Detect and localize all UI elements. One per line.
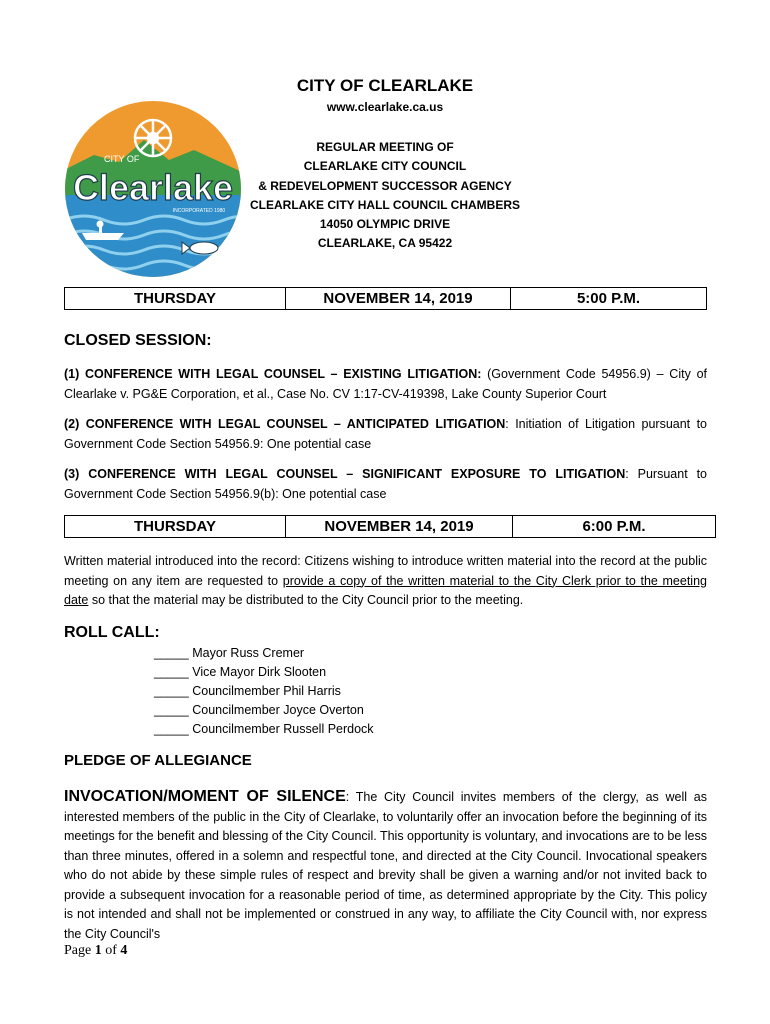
- meeting-info-line: & REDEVELOPMENT SUCCESSOR AGENCY: [258, 178, 512, 193]
- closed-session-item-2: [64, 415, 707, 454]
- invocation-heading: INVOCATION/MOMENT OF SILENCE: [64, 788, 346, 805]
- logo-wheel-icon: [135, 120, 171, 156]
- logo-tag: INCORPORATED 1980: [172, 208, 226, 214]
- item-title: (2) CONFERENCE WITH LEGAL COUNSEL – ANTICIPATED LITIGATION: [64, 417, 506, 431]
- city-logo: [64, 100, 242, 278]
- session-2-day: THURSDAY: [65, 516, 286, 538]
- of-label: of: [101, 943, 121, 958]
- roll-call-member: _____ Mayor Russ Cremer: [154, 646, 305, 660]
- session-2-table: [64, 515, 716, 538]
- roll-call-list: [154, 644, 374, 739]
- page-number: [64, 943, 127, 959]
- current-page: 1: [94, 943, 102, 958]
- meeting-info: [240, 138, 530, 254]
- notice-underlined-text: provide a copy of the written material to the City Clerk prior to the meeting date: [64, 573, 707, 607]
- notice-text: so that the material may be distributed to the City Council prior to the meeting.: [88, 593, 524, 607]
- item-title: (1) CONFERENCE WITH LEGAL COUNSEL – EXISTING LITIGATION:: [64, 367, 482, 381]
- meeting-info-line: CLEARLAKE, CA 95422: [317, 236, 453, 251]
- website-url[interactable]: www.clearlake.ca.us: [326, 100, 444, 114]
- closed-session-item-3: [64, 465, 707, 504]
- invocation-section: [64, 787, 707, 944]
- session-2-time: 6:00 P.M.: [513, 516, 716, 538]
- notice-text: Written material introduced into the record: Citizens wishing to introduce written material into the record at the public meeting on any item are requested to: [64, 554, 707, 588]
- item-text: : Pursuant to Government Code Section 54956.9(b): One potential case: [64, 467, 707, 501]
- roll-call-member: _____ Councilmember Russell Perdock: [154, 722, 374, 736]
- logo-small-text: CITY OF: [104, 154, 140, 164]
- item-text: (Government Code 54956.9) – City of Clearlake v. PG&E Corporation, et al., Case No. CV 1:17-CV-419398, Lake County Superior Court: [64, 367, 707, 401]
- roll-call-member: _____ Councilmember Joyce Overton: [154, 703, 364, 717]
- closed-session-item-1: [64, 365, 707, 404]
- logo-name: Clearlake: [72, 167, 234, 208]
- total-pages: 4: [120, 943, 128, 958]
- session-2-date: NOVEMBER 14, 2019: [286, 516, 513, 538]
- written-material-notice: [64, 552, 707, 611]
- session-1-day: THURSDAY: [65, 288, 286, 310]
- invocation-text: : The City Council invites members of the clergy, as well as interested members of the public in the City of Clearlake, to voluntarily offer an invocation before the beginning of its meetings for the benefit and blessing of the City Council. This opportunity is voluntary, and invocations are to be less than three minutes, offered in a solemn and respectful tone, and directed at the City Council. Invocational speakers who do not abide by these simple rules of respect and brevity shall be given a warning and/or not invited back to provide a subsequent invocation for a reasonable period of time, as determined appropriate by the City. This policy is not intended and shall not be implemented or construed in any way, to affiliate the City Council with, nor express the City Council's: [64, 790, 707, 941]
- meeting-info-line: CLEARLAKE CITY HALL COUNCIL CHAMBERS: [249, 197, 520, 212]
- meeting-info-line: CLEARLAKE CITY COUNCIL: [303, 159, 467, 174]
- closed-session-heading: CLOSED SESSION:: [64, 332, 212, 349]
- meeting-info-line: REGULAR MEETING OF: [316, 140, 454, 154]
- session-1-table: [64, 287, 707, 310]
- session-1-time: 5:00 P.M.: [511, 288, 707, 310]
- roll-call-member: _____ Councilmember Phil Harris: [154, 684, 341, 698]
- session-1-date: NOVEMBER 14, 2019: [286, 288, 511, 310]
- item-title: (3) CONFERENCE WITH LEGAL COUNSEL – SIGNIFICANT EXPOSURE TO LITIGATION: [64, 467, 626, 481]
- meeting-info-line: 14050 OLYMPIC DRIVE: [319, 217, 451, 232]
- document-title: CITY OF CLEARLAKE: [296, 76, 474, 95]
- item-text: : Initiation of Litigation pursuant to Government Code Section 54956.9: One potential case: [64, 417, 707, 451]
- page-label: Page: [64, 943, 95, 958]
- pledge-heading: PLEDGE OF ALLEGIANCE: [64, 752, 252, 769]
- roll-call-member: _____ Vice Mayor Dirk Slooten: [154, 665, 327, 679]
- roll-call-heading: ROLL CALL:: [64, 624, 160, 641]
